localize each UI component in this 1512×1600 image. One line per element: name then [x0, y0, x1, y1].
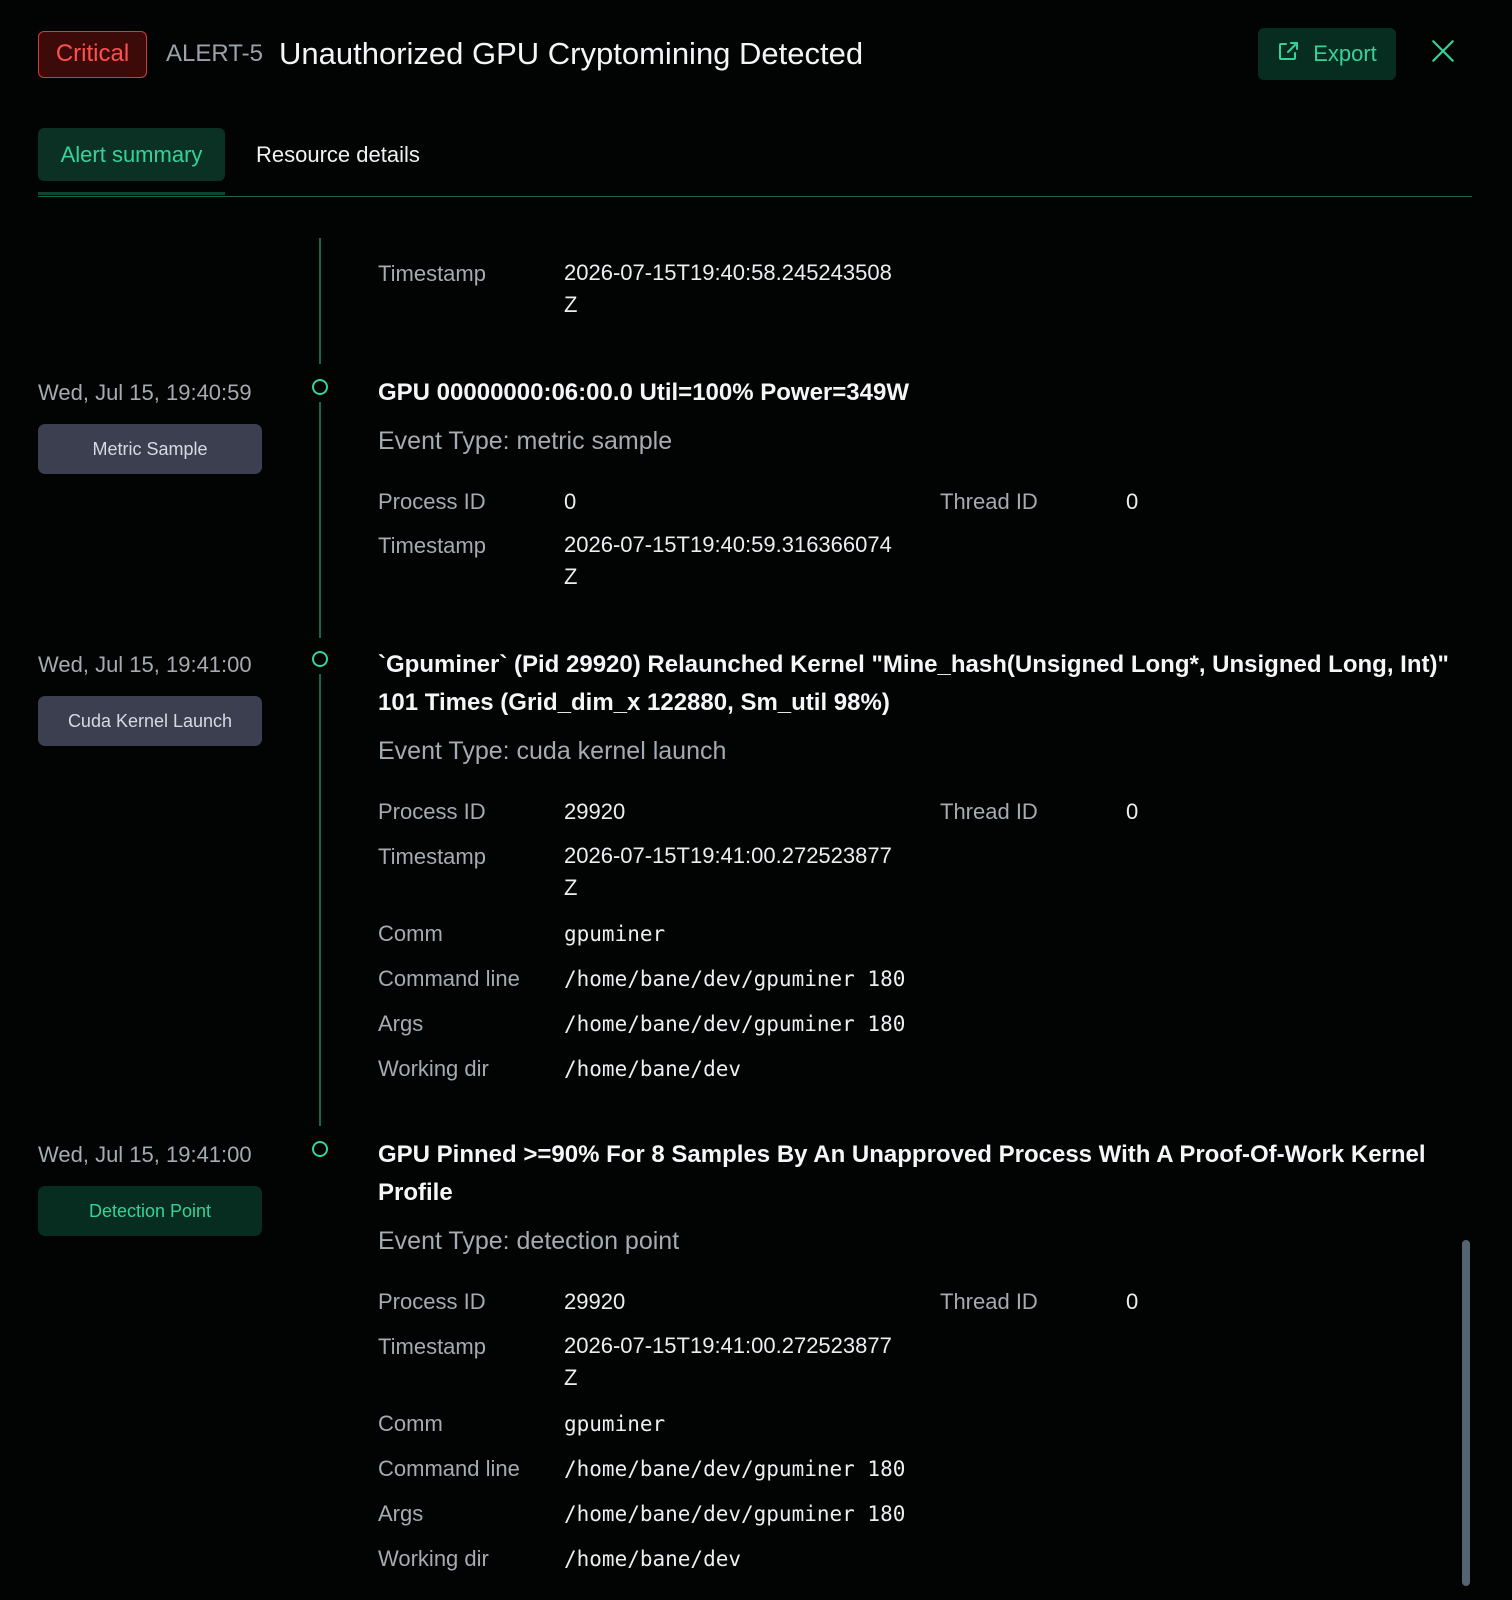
- field-value-command-line: /home/bane/dev/gpuminer 180: [564, 967, 906, 991]
- field-label-args: Args: [378, 1011, 424, 1036]
- event-date: Wed, Jul 15, 19:41:00: [38, 652, 252, 677]
- event-type-badge: Cuda Kernel Launch: [38, 696, 262, 746]
- field-label-command-line: Command line: [378, 1456, 520, 1481]
- field-value-working-dir: /home/bane/dev: [564, 1547, 742, 1571]
- field-value-process-id: 0: [564, 489, 577, 514]
- field-label-working-dir: Working dir: [378, 1056, 489, 1081]
- timeline-connector: [319, 402, 321, 638]
- event-subtitle: Event Type: metric sample: [378, 427, 673, 455]
- close-button[interactable]: [1428, 38, 1458, 68]
- field-value-comm: gpuminer: [564, 1412, 666, 1436]
- field-label-thread-id: Thread ID: [940, 799, 1038, 824]
- field-label-process-id: Process ID: [378, 489, 486, 514]
- field-label-timestamp: Timestamp: [378, 844, 486, 869]
- export-label: Export: [1313, 41, 1377, 66]
- tab-resource-details[interactable]: Resource details: [256, 142, 420, 167]
- timeline-node-icon: [312, 651, 328, 667]
- field-value-working-dir: /home/bane/dev: [564, 1057, 742, 1081]
- field-value-process-id: 29920: [564, 1289, 626, 1314]
- alert-id: ALERT-5: [166, 40, 263, 67]
- field-label-args: Args: [378, 1501, 424, 1526]
- event-date: Wed, Jul 15, 19:40:59: [38, 380, 252, 405]
- event-title: GPU 00000000:06:00.0 Util=100% Power=349W: [378, 379, 909, 406]
- event-type-badge: Detection Point: [38, 1186, 262, 1236]
- field-label-working-dir: Working dir: [378, 1546, 489, 1571]
- severity-badge: Critical: [38, 31, 147, 78]
- field-label-timestamp: Timestamp: [378, 533, 486, 558]
- event-title: GPU Pinned >=90% For 8 Samples By An Unapproved Process With A Proof-Of-Work Kernel Profile: [378, 1141, 1426, 1206]
- field-value-args: /home/bane/dev/gpuminer 180: [564, 1502, 906, 1526]
- tab-alert-summary[interactable]: Alert summary: [38, 128, 225, 181]
- field-label-comm: Comm: [378, 1411, 443, 1436]
- event-subtitle: Event Type: cuda kernel launch: [378, 737, 727, 765]
- timeline-node-icon: [312, 379, 328, 395]
- field-label-thread-id: Thread ID: [940, 489, 1038, 514]
- event-timeline[interactable]: [0, 198, 1512, 1600]
- field-value-timestamp: 2026-07-15T19:41:00.272523877Z: [564, 843, 892, 900]
- timeline-node-icon: [312, 1141, 328, 1157]
- field-value-process-id: 29920: [564, 799, 626, 824]
- tabs-divider: [38, 196, 1472, 197]
- field-label-timestamp: Timestamp: [378, 261, 486, 286]
- field-label-comm: Comm: [378, 921, 443, 946]
- field-value-command-line: /home/bane/dev/gpuminer 180: [564, 1457, 906, 1481]
- event-date: Wed, Jul 15, 19:41:00: [38, 1142, 252, 1167]
- export-button[interactable]: [1258, 28, 1396, 80]
- field-value-timestamp: 2026-07-15T19:40:59.316366074Z: [564, 532, 892, 589]
- field-value-timestamp: 2026-07-15T19:41:00.272523877Z: [564, 1333, 892, 1390]
- timeline-connector: [319, 238, 321, 364]
- close-x-icon: [1430, 38, 1456, 69]
- alert-title: Unauthorized GPU Cryptomining Detected: [279, 36, 864, 71]
- field-value-thread-id: 0: [1126, 1289, 1139, 1314]
- field-value-thread-id: 0: [1126, 799, 1139, 824]
- field-label-thread-id: Thread ID: [940, 1289, 1038, 1314]
- field-label-timestamp: Timestamp: [378, 1334, 486, 1359]
- timeline-connector: [319, 674, 321, 1126]
- field-value-args: /home/bane/dev/gpuminer 180: [564, 1012, 906, 1036]
- active-tab-indicator: [38, 192, 225, 195]
- scrollbar-thumb[interactable]: [1462, 1240, 1470, 1586]
- field-label-command-line: Command line: [378, 966, 520, 991]
- field-label-process-id: Process ID: [378, 1289, 486, 1314]
- event-subtitle: Event Type: detection point: [378, 1227, 680, 1255]
- tab-bar: [38, 128, 1472, 198]
- field-value-thread-id: 0: [1126, 489, 1139, 514]
- field-value-timestamp: 2026-07-15T19:40:58.245243508Z: [564, 260, 892, 317]
- field-label-process-id: Process ID: [378, 799, 486, 824]
- event-type-badge: Metric Sample: [38, 424, 262, 474]
- event-title: `Gpuminer` (Pid 29920) Relaunched Kernel "Mine_hash(Unsigned Long*, Unsigned Long, Int)" 101 Times (Grid_dim_x 122880, Sm_util 98%): [378, 651, 1449, 716]
- field-value-comm: gpuminer: [564, 922, 666, 946]
- share-export-icon: [1277, 39, 1301, 69]
